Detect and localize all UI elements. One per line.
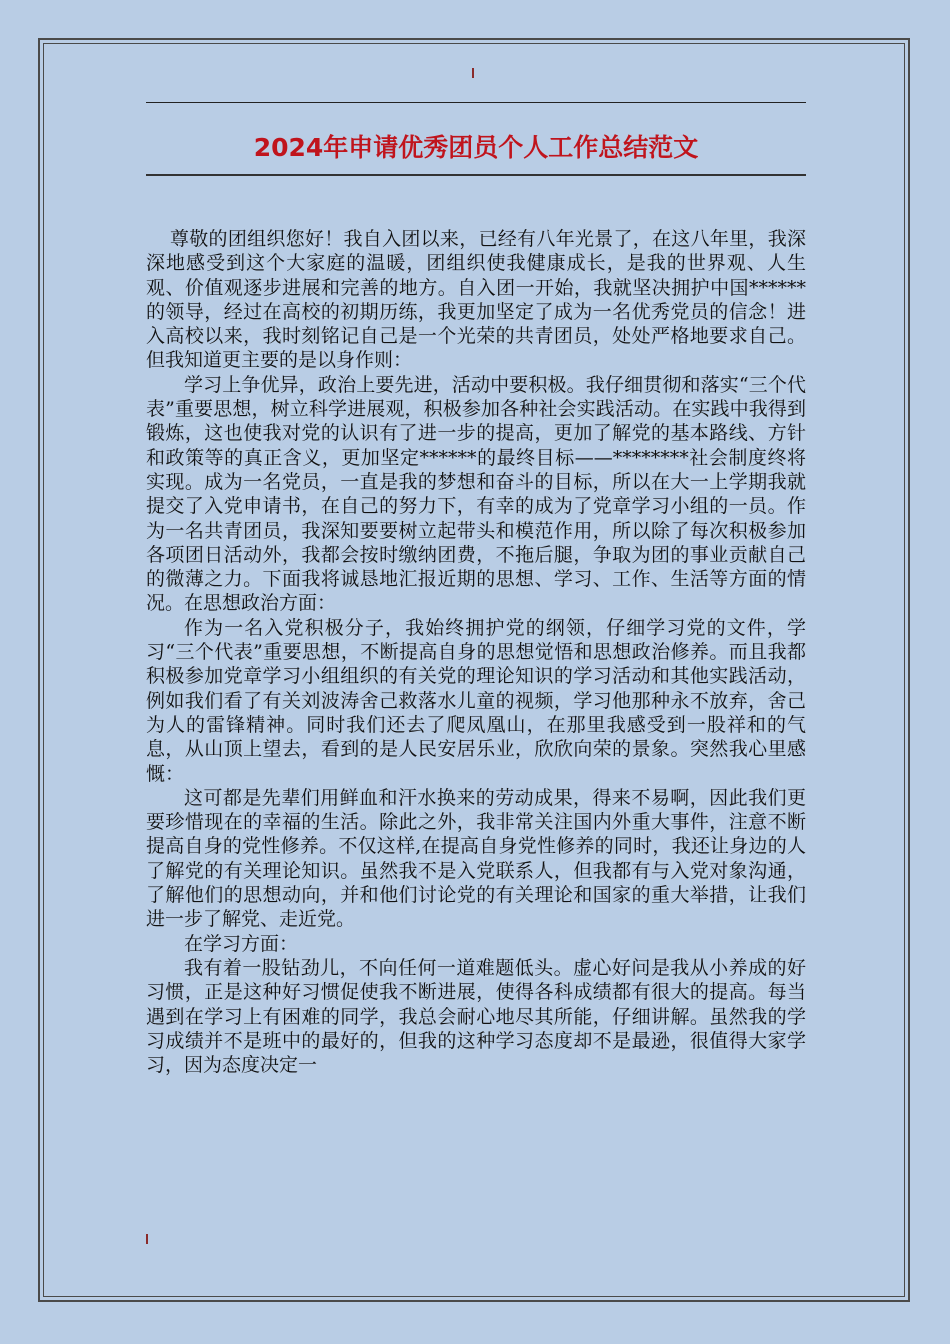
paragraph-intro: 尊敬的团组织您好！我自入团以来，已经有八年光景了，在这八年里，我深深地感受到这个大家庭的温暖，团组织使我健康成长，是我的世界观、人生观、价值观逐步进展和完善的地方。自入团一开始，我就坚决拥护中国******的领导，经过在高校的初期历练，我更加坚定了成为一名优秀党员的信念！进入高校以来，我时刻铭记自己是一个光荣的共青团员，处处严格地要求自己。但我知道更主要的是以身作则： xyxy=(146,228,806,372)
paragraph-ideology: 作为一名入党积极分子，我始终拥护党的纲领，仔细学习党的文件，学习“三个代表”重要思想，不断提高自身的思想觉悟和思想政治修养。而且我都积极参加党章学习小组组织的有关党的理论知识的学习活动和其他实践活动，例如我们看了有关刘波涛舍己救落水儿童的视频，学习他那种永不放弃，舍己为人的雷锋精神。同时我们还去了爬凤凰山，在那里我感受到一股祥和的气息，从山顶上望去，看到的是人民安居乐业，欣欣向荣的景象。突然我心里感慨： xyxy=(146,616,806,785)
paragraph-reflection: 这可都是先辈们用鲜血和汗水换来的劳动成果，得来不易啊，因此我们更要珍惜现在的幸福的生活。除此之外，我非常关注国内外重大事件，注意不断提高自身的党性修养。不仅这样,在提高自身党性修养的同时，我还让身边的人了解党的有关理论知识。虽然我不是入党联系人，但我都有与入党对象沟通，了解他们的思想动向，并和他们讨论党的有关理论和国家的重大举措，让我们进一步了解党、走近党。 xyxy=(146,786,806,931)
document-body xyxy=(146,227,806,1077)
document-title: 2024年申请优秀团员个人工作总结范文 xyxy=(253,133,699,162)
header-mark xyxy=(472,68,474,78)
paragraph-study-politics: 学习上争优异，政治上要先进，活动中要积极。我仔细贯彻和落实“三个代表”重要思想，树立科学进展观，积极参加各种社会实践活动。在实践中我得到锻炼，这也使我对党的认识有了进一步的提高，更加了解党的基本路线、方针和政策等的真正含义，更加坚定******的最终目标——********社会制度终将实现。成为一名党员，一直是我的梦想和奋斗的目标，所以在大一上学期我就提交了入党申请书，在自己的努力下，有幸的成为了党章学习小组的一员。作为一名共青团员，我深知要要树立起带头和模范作用，所以除了每次积极参加各项团日活动外，我都会按时缴纳团费，不拖后腿，争取为团的事业贡献自己的微薄之力。下面我将诚恳地汇报近期的思想、学习、工作、生活等方面的情况。在思想政治方面： xyxy=(146,373,806,615)
footer-mark xyxy=(146,1234,148,1244)
header-rule xyxy=(146,102,806,103)
section-heading-study: 在学习方面： xyxy=(184,932,299,955)
title-rule xyxy=(146,174,806,176)
paragraph-study: 我有着一股钻劲儿，不向任何一道难题低头。虚心好问是我从小养成的好习惯，正是这种好习惯促使我不断进展，使得各科成绩都有很大的提高。每当遇到在学习上有困难的同学，我总会耐心地尽其所能，仔细讲解。虽然我的学习成绩并不是班中的最好的，但我的这种学习态度却不是最逊，很值得大家学习，因为态度决定一 xyxy=(146,956,806,1077)
